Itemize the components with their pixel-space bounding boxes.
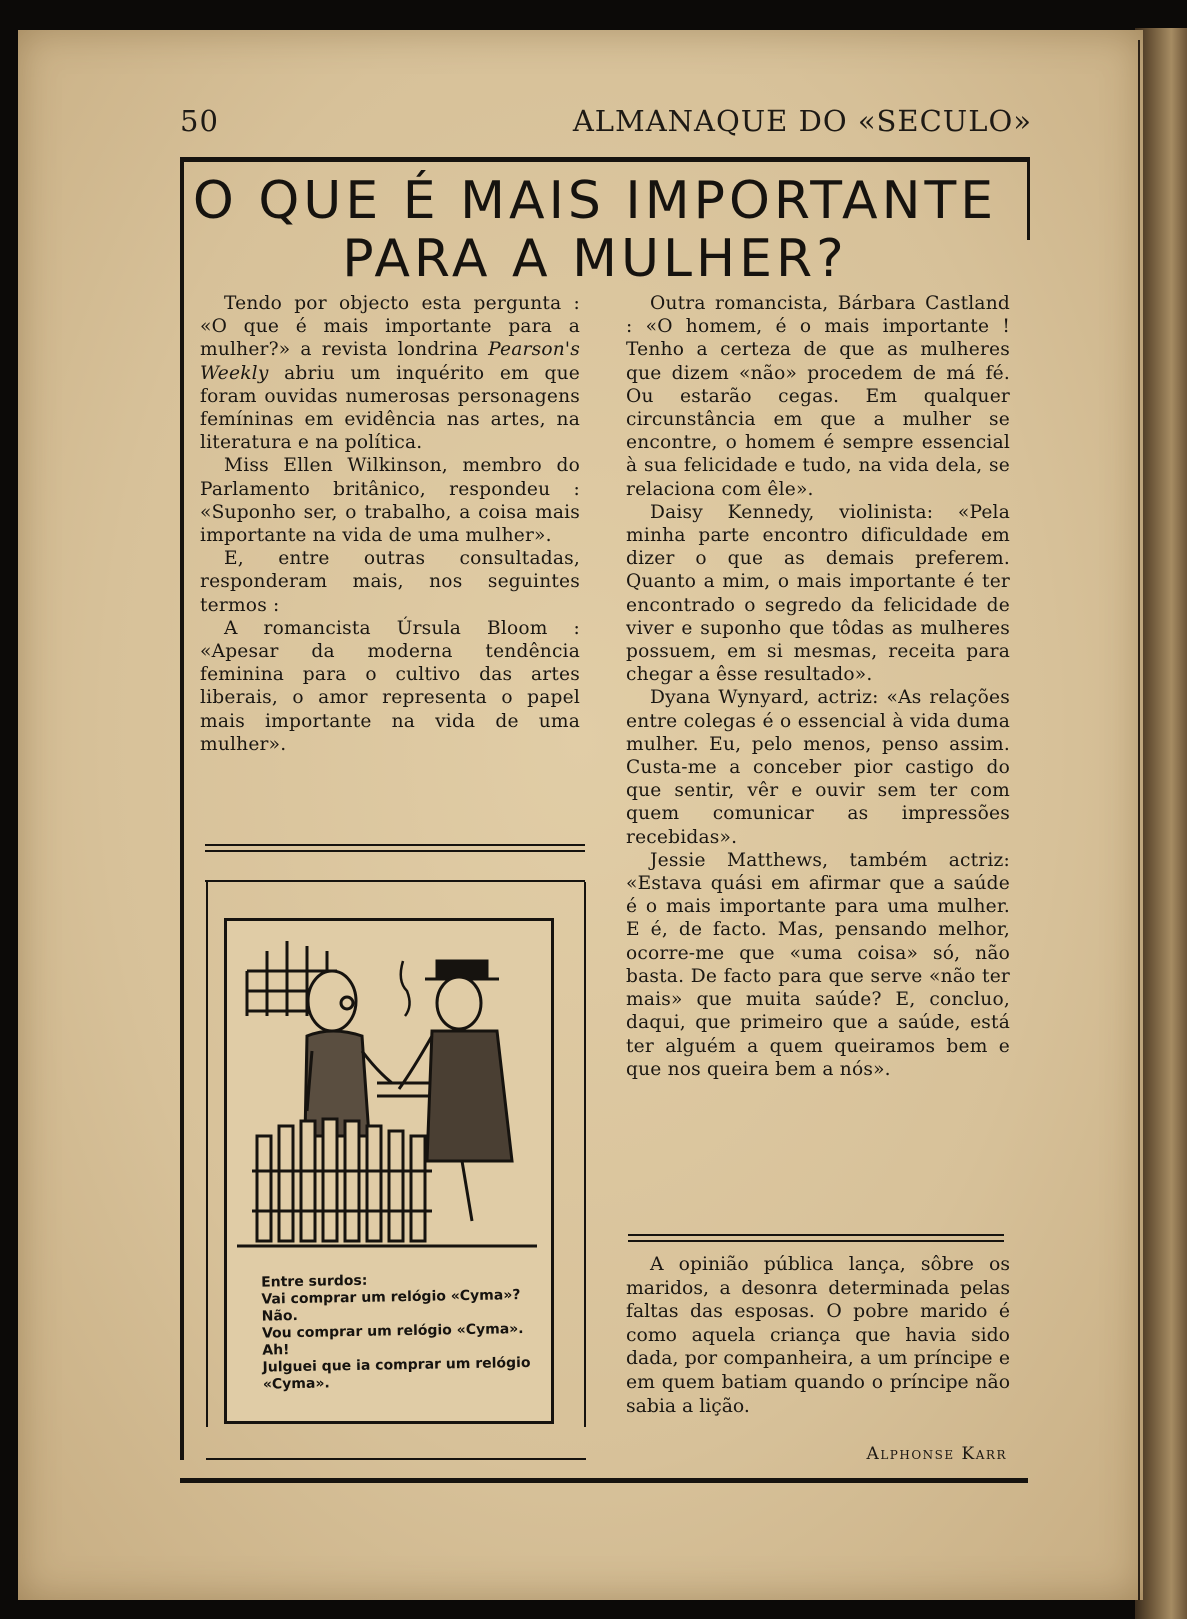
- headline-line-1: O QUE É MAIS IMPORTANTE: [192, 171, 998, 231]
- caption-line: «Cyma».: [262, 1375, 330, 1393]
- magazine-name: Pearson's Weekly: [200, 339, 580, 384]
- left-column: [200, 292, 580, 756]
- running-head: [160, 104, 1040, 144]
- cartoon-caption: [261, 1269, 563, 1393]
- man-left: [305, 971, 392, 1136]
- cartoon-frame-left: [206, 882, 208, 1427]
- paragraph: Outra romancista, Bárbara Castland : «O homem, é o mais importante ! Tenho a certeza de que as mulheres que dizem «não» procedem de má fé. Ou estarão cegas. Em qualquer circunstância em que a mulher se encontre, o homem é sempre essencial à sua felicidade e tudo, na vida dela, se relaciona com êle».: [626, 293, 1010, 500]
- paragraph: [200, 292, 580, 454]
- paragraph: Daisy Kennedy, violinista: «Pela minha parte encontro dificuldade em dizer o que as demais preferem. Quanto a mim, o mais importante é ter encontrado o segredo da felicidade de viver e suponho que tôdas as mulheres possuem, em si mesmas, receita para chegar a êsse resultado».: [626, 501, 1010, 686]
- paragraph: Dyana Wynyard, actriz: «As relações entre colegas é o essencial à vida duma mulher. Eu, pelo menos, penso assim. Custa-me a conceber pior castigo do que sentir, vêr e ouvir sem ter com quem comunicar as impressões recebidas».: [626, 687, 1010, 848]
- article-headline: [182, 172, 1008, 288]
- quote-block: [626, 1253, 1010, 1418]
- publication-title: ALMANAQUE DO «SECULO»: [572, 104, 1032, 138]
- cartoon-frame-right: [584, 882, 586, 1427]
- caption-line: Vai comprar um relógio «Cyma»?: [261, 1287, 521, 1308]
- right-column: [626, 292, 1010, 1081]
- quote-text: A opinião pública lança, sôbre os maridos, a desonra determinada pelas faltas das esposas. O pobre marido é como aquela criança que havia sido dada, por companheira, a um príncipe e em quem batiam quando o príncipe não sabia a lição.: [626, 1254, 1010, 1417]
- divider-single: [205, 880, 585, 882]
- paragraph-text: Tendo por objecto esta pergunta : «O que é mais importante para a mulher?» a revista londrina: [200, 293, 580, 361]
- headline-line-2: PARA A MULHER?: [342, 229, 848, 289]
- top-rule: [180, 157, 1030, 162]
- quote-divider-2: [628, 1240, 1004, 1242]
- divider-double-1: [205, 844, 585, 846]
- quote-author: Alphonse Karr: [866, 1444, 1007, 1464]
- caption-line: Julguei que ia comprar um relógio: [262, 1354, 531, 1376]
- paragraph: A romancista Úrsula Bloom : «Apesar da moderna tendência feminina para o cultivo das artes liberais, o amor representa o papel mais importante na vida de uma mulher».: [200, 617, 580, 755]
- paragraph: Miss Ellen Wilkinson, membro do Parlamento britânico, respondeu : «Suponho ser, o trabalho, a coisa mais importante na vida de uma mulher».: [200, 455, 580, 547]
- paragraph: Jessie Matthews, também actriz: «Estava quási em afirmar que a saúde é o mais importante para uma mulher. E é, de facto. Mas, pensando melhor, ocorre-me que «uma coisa» só, não basta. De facto para que serve «não ter mais» que muita saúde? E, concluo, daqui, que primeiro que a saúde, está ter alguém a quem queiramos bem e que nos queira bem a nós».: [626, 849, 1010, 1080]
- bottom-rule: [180, 1478, 1028, 1483]
- caption-line: Não.: [261, 1307, 298, 1325]
- caption-line: Vou comprar um relógio «Cyma».: [261, 1321, 524, 1342]
- quote-divider-1: [628, 1234, 1004, 1236]
- spine-edge: [1138, 40, 1140, 1600]
- frame-right: [1027, 160, 1030, 240]
- paragraph-text: abriu um inquérito em que foram ouvidas numerosas personagens femíninas em evidência nas artes, na literatura e na política.: [200, 362, 580, 454]
- caption-line: Entre surdos:: [260, 1272, 368, 1291]
- cartoon-illustration: [227, 921, 551, 1271]
- frame-left: [180, 160, 184, 1460]
- caption-line: Ah!: [262, 1342, 290, 1359]
- cartoon-frame-bottom: [206, 1458, 586, 1460]
- paragraph: E, entre outras consultadas, responderam mais, nos seguintes termos :: [200, 548, 580, 616]
- divider-double-2: [205, 850, 585, 852]
- page-number: 50: [180, 104, 219, 138]
